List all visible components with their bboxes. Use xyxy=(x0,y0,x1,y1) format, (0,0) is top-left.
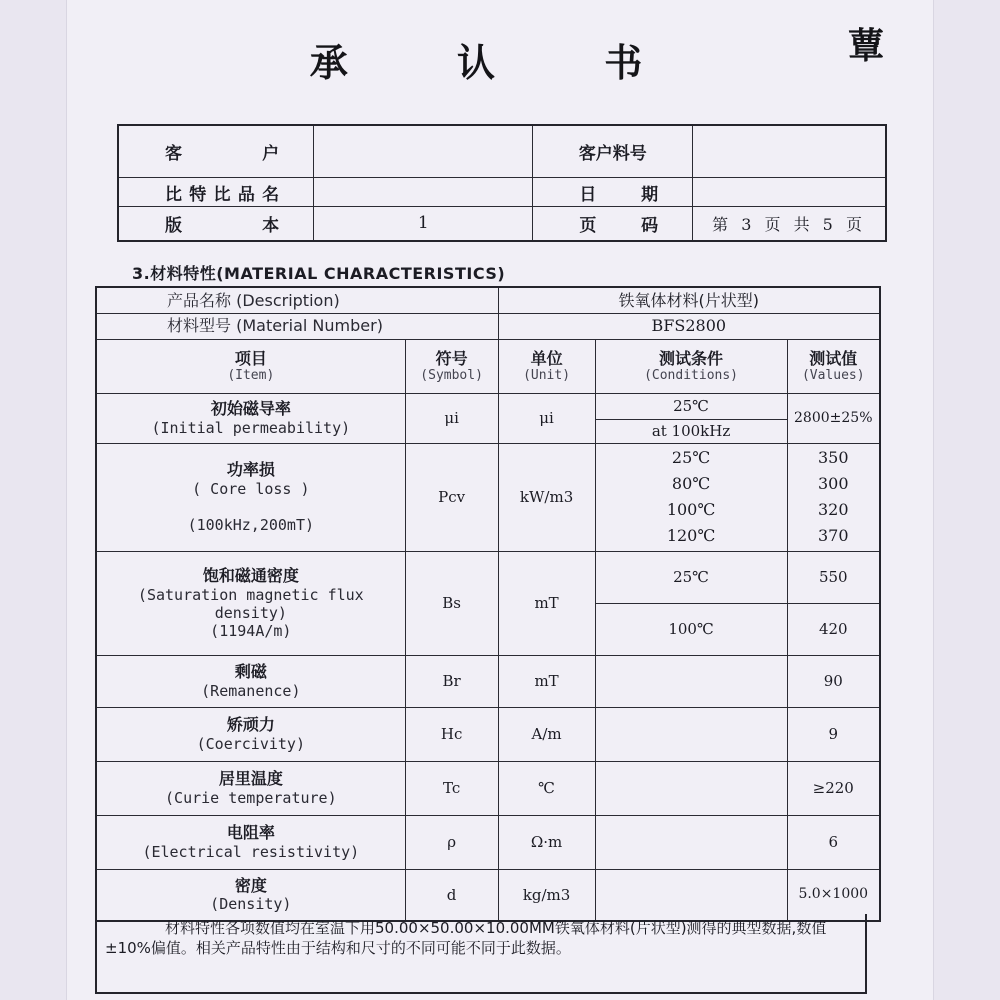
item-saturation: 饱和磁通密度 (Saturation magnetic flux density) (1194A/m) xyxy=(96,551,405,655)
page-label: 页码 xyxy=(533,206,693,241)
section-heading: 3.材料特性(MATERIAL CHARACTERISTICS) xyxy=(132,264,506,283)
symbol-curie: Tc xyxy=(405,761,498,815)
symbol-remanence: Br xyxy=(405,655,498,707)
cond-resistivity xyxy=(595,815,787,869)
value-resistivity: 6 xyxy=(787,815,880,869)
cond-saturation-25: 25℃ xyxy=(595,551,787,603)
column-header-row xyxy=(96,339,880,393)
unit-permeability: μi xyxy=(498,393,595,443)
date-value xyxy=(693,178,886,206)
value-permeability: 2800±25% xyxy=(787,393,880,443)
table-row xyxy=(96,707,880,761)
value-density: 5.0×1000 xyxy=(787,869,880,921)
table-row xyxy=(96,393,880,419)
cond-saturation-100: 100℃ xyxy=(595,603,787,655)
symbol-density: d xyxy=(405,869,498,921)
unit-curie: ℃ xyxy=(498,761,595,815)
table-row xyxy=(96,655,880,707)
version-label: 版本 xyxy=(118,206,314,241)
product-name-label: 比特比品名 xyxy=(118,178,314,206)
unit-resistivity: Ω·m xyxy=(498,815,595,869)
unit-core-loss: kW/m3 xyxy=(498,443,595,551)
item-resistivity: 电阻率 (Electrical resistivity) xyxy=(96,815,405,869)
table-row xyxy=(96,443,880,551)
customer-part-value xyxy=(693,125,886,178)
product-name-value xyxy=(314,178,533,206)
col-unit: 单位 (Unit) xyxy=(498,339,595,393)
customer-label: 客户 xyxy=(118,125,314,178)
col-item: 项目 (Item) xyxy=(96,339,405,393)
footnote: 材料特性各项数值均在室温下用50.00×50.00×10.00MM铁氧体材料(片状型)测得的典型数据,数值±10%偏值。相关产品特性由于结构和尺寸的不同可能不同于此数据。 xyxy=(95,914,867,994)
value-saturation-100: 420 xyxy=(787,603,880,655)
value-saturation-25: 550 xyxy=(787,551,880,603)
document-title: 承 认 书 xyxy=(309,41,691,85)
description-label: 产品名称 (Description) xyxy=(96,287,498,313)
unit-coercivity: A/m xyxy=(498,707,595,761)
customer-value xyxy=(314,125,533,178)
col-conditions: 测试条件 (Conditions) xyxy=(595,339,787,393)
cond-permeability-freq: at 100kHz xyxy=(595,419,787,443)
item-curie: 居里温度 (Curie temperature) xyxy=(96,761,405,815)
unit-saturation: mT xyxy=(498,551,595,655)
material-number-value: BFS2800 xyxy=(498,313,880,339)
item-density: 密度 (Density) xyxy=(96,869,405,921)
cond-curie xyxy=(595,761,787,815)
description-value: 铁氧体材料(片状型) xyxy=(498,287,880,313)
unit-remanence: mT xyxy=(498,655,595,707)
table-row xyxy=(96,815,880,869)
table-row xyxy=(96,551,880,603)
version-value: 1 xyxy=(314,206,533,241)
cond-coercivity xyxy=(595,707,787,761)
value-coercivity: 9 xyxy=(787,707,880,761)
cond-remanence xyxy=(595,655,787,707)
material-number-label: 材料型号 (Material Number) xyxy=(96,313,498,339)
value-remanence: 90 xyxy=(787,655,880,707)
corner-mark: 蕈 xyxy=(848,26,885,67)
cond-permeability-temp: 25℃ xyxy=(595,393,787,419)
symbol-coercivity: Hc xyxy=(405,707,498,761)
table-row xyxy=(96,761,880,815)
col-values: 测试值 (Values) xyxy=(787,339,880,393)
item-remanence: 剩磁 (Remanence) xyxy=(96,655,405,707)
date-label: 日期 xyxy=(533,178,693,206)
page-value: 第 3 页 共 5 页 xyxy=(693,206,886,241)
item-core-loss: 功率损 ( Core loss ) (100kHz,200mT) xyxy=(96,443,405,551)
customer-part-label: 客户料号 xyxy=(533,125,693,178)
symbol-resistivity: ρ xyxy=(405,815,498,869)
col-symbol: 符号 (Symbol) xyxy=(405,339,498,393)
item-permeability: 初始磁导率 (Initial permeability) xyxy=(96,393,405,443)
header-table xyxy=(117,124,887,242)
cond-core-loss: 25℃ 80℃ 100℃ 120℃ xyxy=(595,443,787,551)
value-curie: ≥220 xyxy=(787,761,880,815)
symbol-core-loss: Pcv xyxy=(405,443,498,551)
symbol-saturation: Bs xyxy=(405,551,498,655)
unit-density: kg/m3 xyxy=(498,869,595,921)
symbol-permeability: μi xyxy=(405,393,498,443)
value-core-loss: 350 300 320 370 xyxy=(787,443,880,551)
item-coercivity: 矫顽力 (Coercivity) xyxy=(96,707,405,761)
material-table xyxy=(95,286,881,922)
